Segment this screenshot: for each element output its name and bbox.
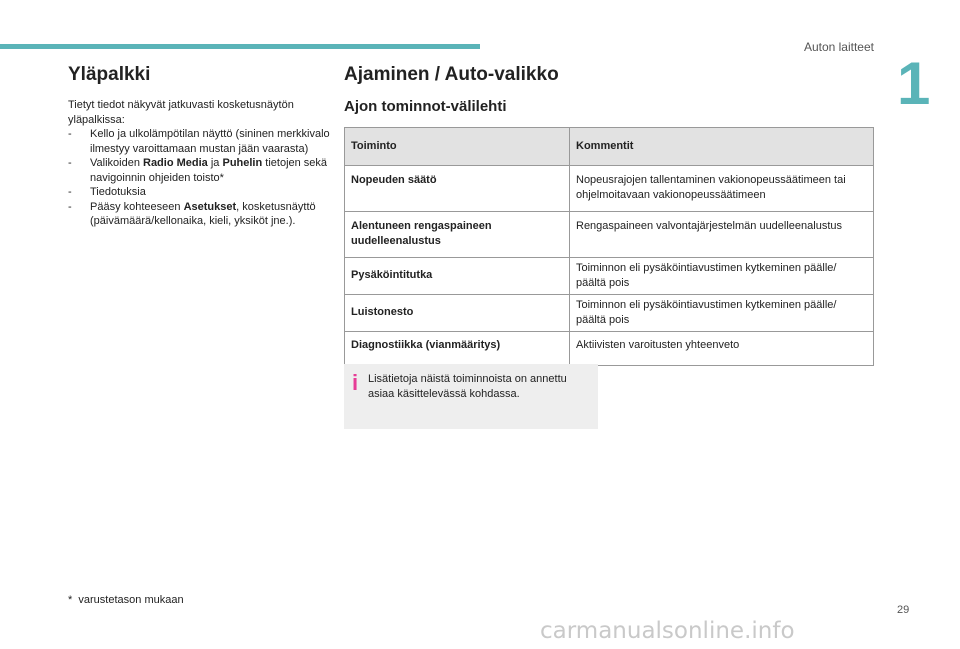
table-row [345, 258, 874, 295]
right-title: Ajaminen / Auto-valikko [344, 64, 559, 85]
cell-comment: Rengaspaineen valvontajärjestelmän uudelleenalustus [570, 212, 874, 258]
left-list [68, 127, 330, 229]
info-text: Lisätietoja näistä toiminnoista on annettu asiaa käsittelevässä kohdassa. [368, 373, 567, 400]
cell-comment: Toiminnon eli pysäköintiavustimen kytkeminen päälle/ päältä pois [570, 258, 874, 295]
list-item [68, 127, 330, 156]
info-icon: i [352, 370, 359, 395]
list-item-text [90, 200, 330, 229]
table-row [345, 166, 874, 212]
page-number: 29 [897, 604, 910, 616]
list-bold-puhelin: Puhelin [222, 157, 263, 169]
list-text-part: ja [207, 157, 223, 169]
list-text-part: tietojen sekä navigoinnin ohjeiden toisto* [90, 157, 328, 184]
list-dash: - [68, 200, 72, 213]
section-label: Auton laitteet [803, 40, 874, 54]
table-row [345, 295, 874, 332]
list-bold-radio-media: Radio Media [143, 157, 208, 169]
table-row [345, 332, 874, 366]
chapter-number: 1 [897, 50, 931, 117]
list-dash: - [68, 186, 72, 198]
table-header-row [345, 128, 874, 166]
footnote-text: varustetason mukaan [78, 594, 184, 606]
header-comments: Kommentit [570, 128, 874, 166]
right-column [344, 64, 874, 366]
cell-comment: Nopeusrajojen tallentaminen vakionopeussäätimeen tai ohjelmoitavaan vakionopeussäätimeen [570, 166, 874, 212]
cell-function: Diagnostiikka (vianmääritys) [345, 332, 570, 366]
cell-function: Luistonesto [345, 295, 570, 332]
list-item [68, 185, 330, 200]
footnote [68, 594, 184, 606]
left-column [68, 64, 330, 229]
left-title: Yläpalkki [68, 64, 151, 85]
table-row [345, 212, 874, 258]
info-box [344, 364, 598, 429]
list-item-text: Tiedotuksia [90, 186, 146, 198]
list-dash: - [68, 157, 72, 169]
right-subtitle: Ajon tominnot-välilehti [344, 98, 507, 115]
watermark: carmanualsonline.info [540, 618, 795, 644]
list-text-part: , kosketusnäyttö (päivämäärä/kellonaika, kieli, yksiköt jne.). [90, 200, 316, 227]
cell-function: Nopeuden säätö [345, 166, 570, 212]
cell-function: Pysäköintitutka [345, 258, 570, 295]
functions-table [344, 127, 874, 366]
cell-comment: Toiminnon eli pysäköintiavustimen kytkeminen päälle/ päältä pois [570, 295, 874, 332]
footnote-mark: * [68, 594, 73, 606]
cell-function: Alentuneen rengaspaineen uudelleenalustus [345, 212, 570, 258]
left-intro: Tietyt tiedot näkyvät jatkuvasti kosketusnäytön yläpalkissa: [68, 99, 294, 126]
header-function: Toiminto [345, 128, 570, 166]
list-item-text: Kello ja ulkolämpötilan näyttö (sininen merkkivalo ilmestyy varoittamaan mustan jään vaarasta) [90, 128, 330, 155]
cell-comment: Aktiivisten varoitusten yhteenveto [570, 332, 874, 366]
list-text-part: Valikoiden [90, 157, 143, 169]
top-accent-bar [0, 44, 480, 49]
list-bold-asetukset: Asetukset [183, 200, 237, 213]
list-text-part: Pääsy kohteeseen [90, 200, 184, 213]
list-item [68, 200, 330, 229]
list-item [68, 156, 330, 185]
list-dash: - [68, 128, 72, 140]
list-item-text [90, 156, 330, 185]
